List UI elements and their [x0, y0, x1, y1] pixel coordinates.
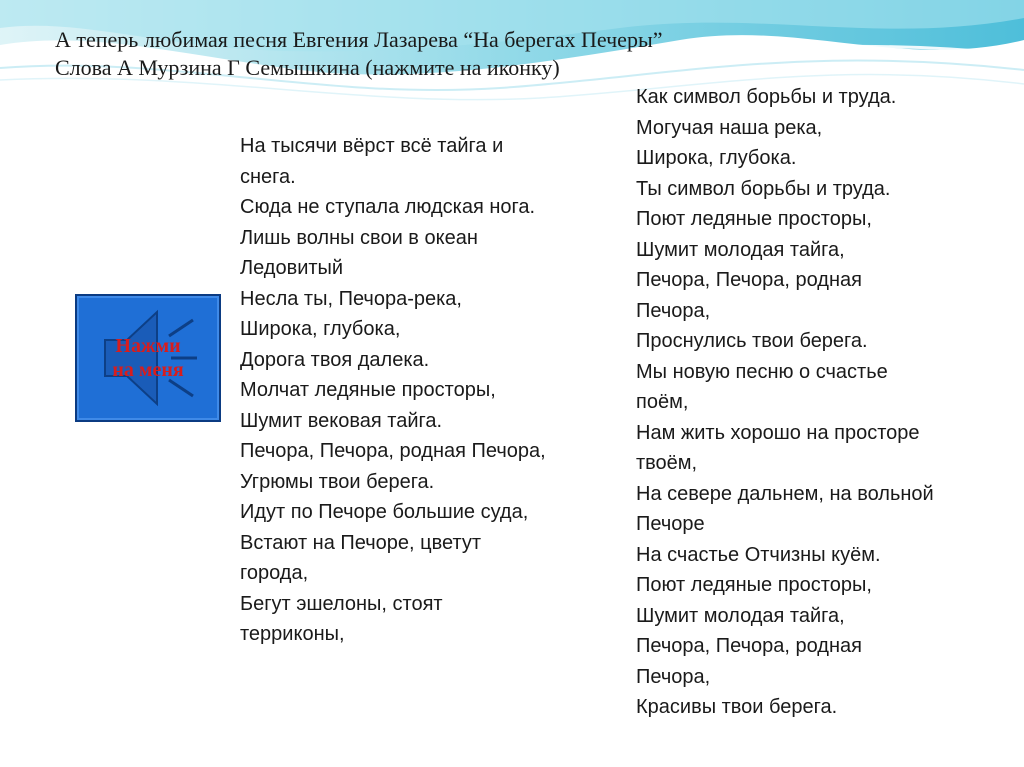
lyric-line: Проснулись твои берега.	[636, 330, 868, 352]
lyric-line: Ты символ борьбы и труда.	[636, 177, 891, 200]
lyric-line: Бегут эшелоны, стоят	[240, 592, 443, 615]
lyric-line: Молчат ледяные просторы,	[240, 379, 496, 401]
lyric-line: Шумит вековая тайга.	[240, 409, 443, 432]
lyric-line: Могучая наша река,	[636, 116, 823, 139]
lyric-line: поём,	[636, 391, 689, 413]
lyric-line: Печоре	[636, 513, 705, 535]
lyric-line: Широка, глубока.	[636, 147, 797, 169]
lyric-line: Дорога твоя далека.	[240, 348, 430, 371]
lyric-line: Встают на Печоре, цветут	[240, 531, 481, 554]
slide-title	[55, 26, 835, 82]
lyric-line: Печора, Печора, родная Печора,	[240, 440, 546, 462]
lyric-line: Печора, Печора, родная	[636, 635, 862, 657]
lyric-line: На тысячи вёрст всё тайга и	[240, 135, 504, 157]
lyric-line: Мы новую песню о счастье	[636, 360, 888, 383]
lyric-line: Печора,	[636, 299, 711, 322]
lyric-line: твоём,	[636, 452, 698, 474]
lyric-line: Печора,	[636, 665, 711, 688]
lyric-line: Несла ты, Печора-река,	[240, 287, 462, 310]
lyric-line: Нам жить хорошо на просторе	[636, 421, 920, 444]
lyric-line: Идут по Печоре большие суда,	[240, 501, 529, 523]
lyric-line: Угрюмы твои берега.	[240, 470, 435, 493]
lyric-line: Сюда не ступала людская нога.	[240, 196, 536, 218]
lyric-line: снега.	[240, 165, 296, 188]
lyric-line: терриконы,	[240, 623, 345, 645]
lyric-line: Широка, глубока,	[240, 318, 401, 340]
lyric-line: Поют ледяные просторы,	[636, 208, 872, 230]
title-line-1: А теперь любимая песня Евгения Лазарева “На берегах Печеры”	[55, 27, 663, 52]
lyric-line: Поют ледяные просторы,	[636, 574, 872, 596]
lyric-line: Красивы твои берега.	[636, 696, 838, 718]
lyric-line: На счастье Отчизны куём.	[636, 543, 881, 566]
play-song-button[interactable]	[75, 294, 221, 422]
lyrics-column-right	[636, 82, 1016, 723]
lyric-line: Лишь волны свои в океан	[240, 226, 478, 249]
lyric-line: На севере дальнем, на вольной	[636, 482, 934, 505]
lyric-line: Печора, Печора, родная	[636, 269, 862, 291]
lyric-line: Шумит молодая тайга,	[636, 238, 845, 261]
lyric-line: Ледовитый	[240, 257, 344, 279]
lyric-line: города,	[240, 562, 309, 584]
play-button-label: Нажми на меня	[112, 335, 184, 381]
title-line-2: Слова А Мурзина Г Семышкина (нажмите на иконку)	[55, 55, 560, 80]
lyric-line: Шумит молодая тайга,	[636, 604, 845, 627]
lyrics-column-left	[240, 131, 630, 650]
lyric-line: Как символ борьбы и труда.	[636, 86, 897, 108]
